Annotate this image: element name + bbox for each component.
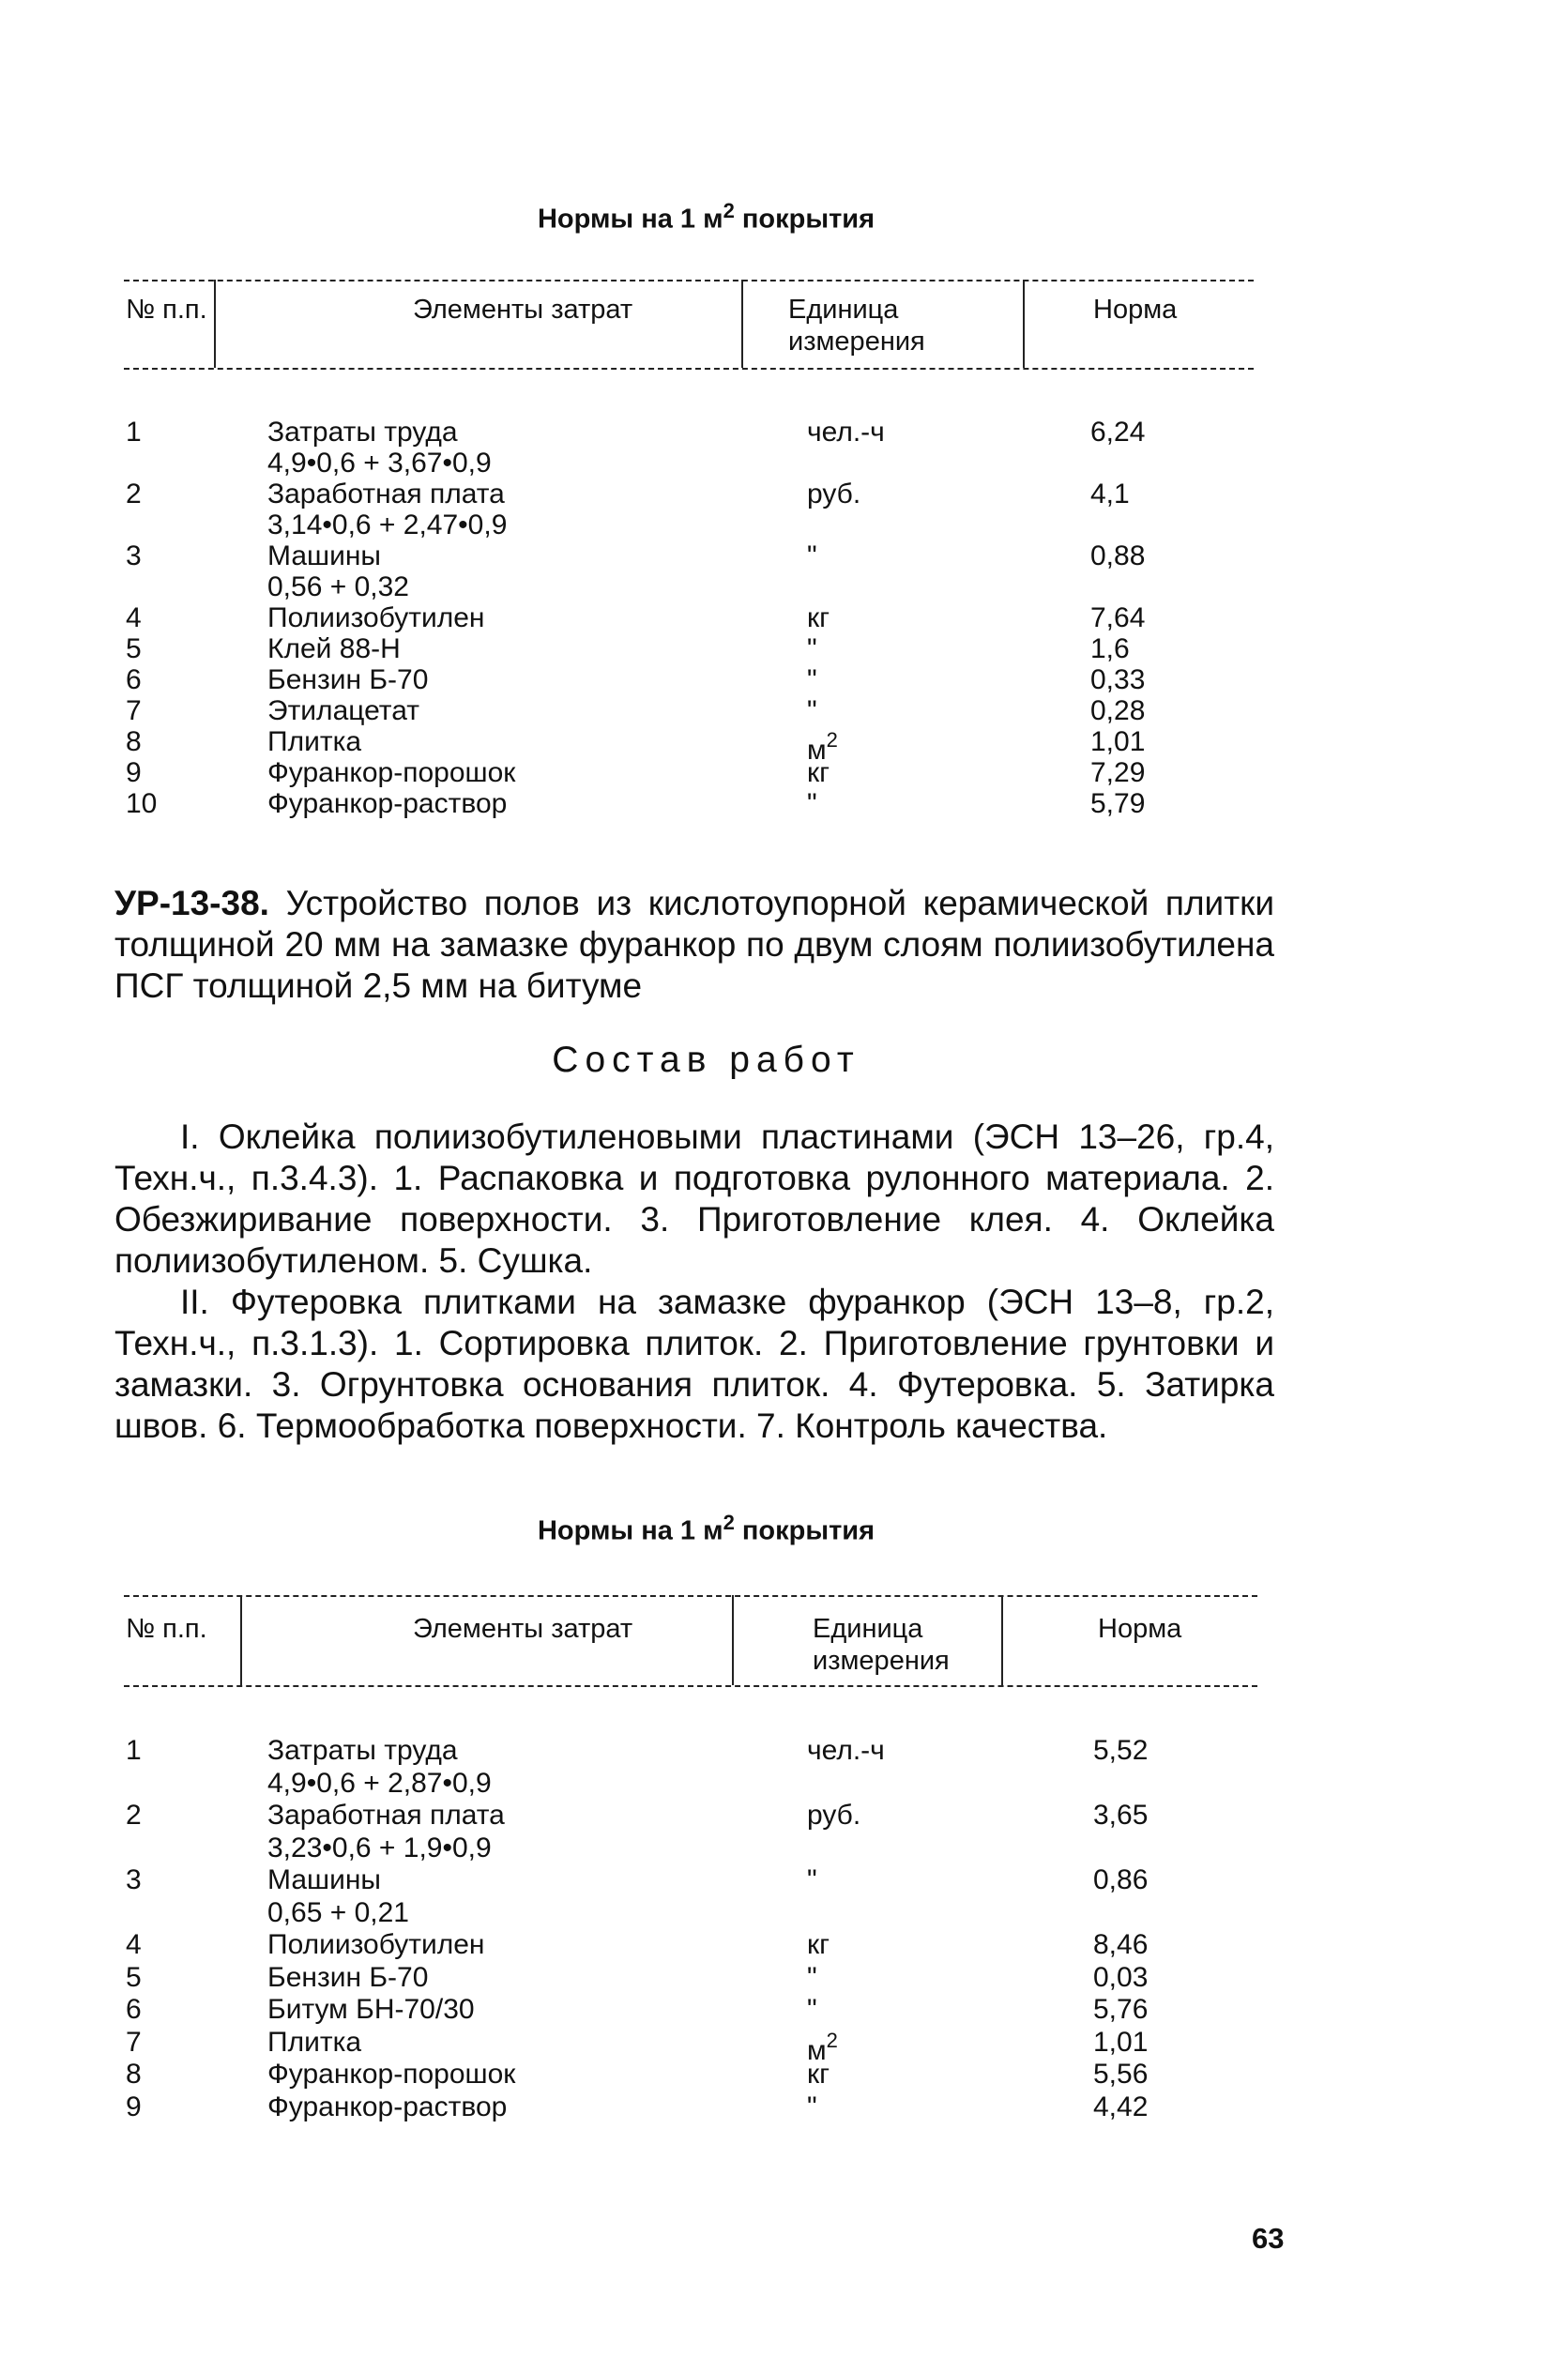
row-value: 3,65 xyxy=(1093,1800,1149,1831)
table1-title-prefix: Нормы на 1 м xyxy=(537,204,723,235)
row-number: 9 xyxy=(126,757,142,788)
section-part1: I. Оклейка полиизобутиленовыми пластинами (ЭСН 13–26, гр.4, Техн.ч., п.3.4.3). 1. Распаковка и подготовка рулонного материала. 2. Обезжиривание поверхности. 3. Приготовление клея. 4. Оклейка полиизобутиленом. 5. Сушка. xyxy=(114,1118,1274,1280)
table1-header-norm: Норма xyxy=(1093,295,1178,325)
row-number: 3 xyxy=(126,1864,142,1895)
row-value: 7,64 xyxy=(1090,602,1146,633)
table1-header-unit-2: измерения xyxy=(788,327,925,357)
table2-header-elements: Элементы затрат xyxy=(413,1614,633,1644)
row-value: 0,88 xyxy=(1090,540,1146,571)
table2-col-divider-2 xyxy=(732,1595,734,1685)
table2-col-divider-1 xyxy=(240,1595,242,1685)
section-code: УР-13-38. xyxy=(114,884,269,922)
row-formula: 3,14•0,6 + 2,47•0,9 xyxy=(267,509,508,540)
row-value: 5,79 xyxy=(1090,788,1146,819)
row-unit-text: " xyxy=(807,1994,817,2025)
row-unit xyxy=(807,479,860,509)
row-unit-text: " xyxy=(807,664,817,695)
row-unit-text: чел.-ч xyxy=(807,417,885,448)
row-number: 3 xyxy=(126,540,142,571)
row-unit xyxy=(807,540,817,571)
row-unit-text: кг xyxy=(807,2059,830,2090)
row-number: 7 xyxy=(126,695,142,726)
row-unit xyxy=(807,602,830,633)
row-formula: 4,9•0,6 + 3,67•0,9 xyxy=(267,448,492,479)
row-name: Фуранкор-раствор xyxy=(267,2091,508,2122)
row-unit xyxy=(807,2091,817,2122)
row-name: Фуранкор-раствор xyxy=(267,788,508,819)
row-number: 4 xyxy=(126,1929,142,1960)
row-value: 4,1 xyxy=(1090,479,1130,509)
row-name: Полиизобутилен xyxy=(267,1929,485,1960)
row-unit xyxy=(807,1962,817,1993)
table1-top-rule xyxy=(124,280,1254,281)
row-unit-text: кг xyxy=(807,757,830,788)
table1-header-rule xyxy=(124,368,1254,370)
row-name: Полиизобутилен xyxy=(267,602,485,633)
row-unit-text: " xyxy=(807,788,817,819)
row-number: 4 xyxy=(126,602,142,633)
row-number: 10 xyxy=(126,788,158,819)
table2-top-rule xyxy=(124,1595,1257,1597)
row-unit-text: кг xyxy=(807,602,830,633)
row-unit xyxy=(807,1994,817,2025)
row-unit xyxy=(807,1864,817,1895)
section-heading: Состав работ xyxy=(552,1040,860,1080)
row-name: Фуранкор-порошок xyxy=(267,2059,516,2090)
row-formula: 0,56 + 0,32 xyxy=(267,571,409,602)
row-value: 1,6 xyxy=(1090,633,1130,664)
row-unit-text: руб. xyxy=(807,1800,861,1831)
table1-header-elements: Элементы затрат xyxy=(413,295,633,325)
row-unit xyxy=(807,1929,830,1960)
row-unit xyxy=(807,1800,860,1831)
row-unit-sup: 2 xyxy=(826,2028,838,2052)
row-value: 0,03 xyxy=(1093,1961,1149,1993)
table1-header-unit-1: Единица xyxy=(788,295,899,325)
table2-header-num: № п.п. xyxy=(126,1614,207,1644)
row-unit-text: " xyxy=(807,1864,817,1895)
row-number: 5 xyxy=(126,1961,142,1993)
section-description: Устройство полов из кислотоупорной керамической плитки толщиной 20 мм на замазке фуранкор по двум слоям полиизобутилена ПСГ толщиной 2,5 мм на битуме xyxy=(114,884,1274,1005)
row-value: 1,01 xyxy=(1093,2026,1149,2058)
row-name: Заработная плата xyxy=(267,1800,505,1831)
row-number: 6 xyxy=(126,1994,142,2025)
row-formula: 4,9•0,6 + 2,87•0,9 xyxy=(267,1767,492,1799)
row-number: 6 xyxy=(126,664,142,695)
row-number: 5 xyxy=(126,633,142,664)
row-name: Бензин Б-70 xyxy=(267,1961,429,1993)
row-name: Плитка xyxy=(267,726,362,757)
row-unit xyxy=(807,633,817,664)
table1-col-divider-3 xyxy=(1023,280,1025,368)
row-name: Бензин Б-70 xyxy=(267,664,429,695)
row-formula: 0,65 + 0,21 xyxy=(267,1896,409,1928)
row-unit xyxy=(807,2059,830,2090)
row-unit xyxy=(807,788,817,819)
row-value: 0,33 xyxy=(1090,664,1146,695)
section-intro xyxy=(114,883,1274,1007)
row-unit-text: м xyxy=(807,2034,827,2066)
table2-header-unit-1: Единица xyxy=(813,1614,923,1644)
table1-col-divider-1 xyxy=(214,280,216,368)
row-value: 5,56 xyxy=(1093,2059,1149,2090)
row-unit-text: " xyxy=(807,2091,817,2122)
row-unit-text: кг xyxy=(807,1929,830,1960)
row-value: 5,76 xyxy=(1093,1994,1149,2025)
row-unit xyxy=(807,664,817,695)
row-unit xyxy=(807,757,830,788)
table1-title-suffix: покрытия xyxy=(734,204,875,235)
table2-title xyxy=(0,1511,1412,1547)
row-unit-text: " xyxy=(807,1961,817,1993)
table2-title-sup: 2 xyxy=(723,1511,735,1534)
row-number: 1 xyxy=(126,1735,142,1766)
row-name: Затраты труда xyxy=(267,1735,458,1766)
row-value: 1,01 xyxy=(1090,726,1146,757)
table2-col-divider-3 xyxy=(1001,1595,1003,1685)
row-value: 6,24 xyxy=(1090,417,1146,448)
table1-header-num: № п.п. xyxy=(126,295,207,325)
row-name: Битум БН-70/30 xyxy=(267,1994,475,2025)
row-unit-text: м xyxy=(807,735,827,766)
row-unit-text: " xyxy=(807,695,817,726)
page-number: 63 xyxy=(1252,2222,1285,2255)
table2-header-norm: Норма xyxy=(1098,1614,1182,1644)
row-name: Этилацетат xyxy=(267,695,419,726)
row-unit-sup: 2 xyxy=(826,728,838,752)
row-name: Фуранкор-порошок xyxy=(267,757,516,788)
row-value: 4,42 xyxy=(1093,2091,1149,2122)
row-number: 8 xyxy=(126,726,142,757)
table2-title-suffix: покрытия xyxy=(734,1515,875,1546)
table2-header-rule xyxy=(124,1685,1257,1687)
row-name: Клей 88-Н xyxy=(267,633,401,664)
row-name: Затраты труда xyxy=(267,417,458,448)
row-unit-text: " xyxy=(807,540,817,571)
row-formula: 3,23•0,6 + 1,9•0,9 xyxy=(267,1832,492,1863)
row-value: 7,29 xyxy=(1090,757,1146,788)
table1-col-divider-2 xyxy=(741,280,743,368)
row-number: 1 xyxy=(126,417,142,448)
row-number: 2 xyxy=(126,479,142,509)
row-name: Заработная плата xyxy=(267,479,505,509)
row-number: 9 xyxy=(126,2091,142,2122)
section-part2: II. Футеровка плитками на замазке фуранкор (ЭСН 13–8, гр.2, Техн.ч., п.3.1.3). 1. Сортировка плиток. 2. Приготовление грунтовки и замазки. 3. Огрунтовка основания плиток. 4. Футеровка. 5. Затирка швов. 6. Термообработка поверхности. 7. Контроль качества. xyxy=(114,1283,1274,1445)
row-name: Машины xyxy=(267,1864,381,1895)
table1-title-sup: 2 xyxy=(723,199,735,222)
row-value: 0,28 xyxy=(1090,695,1146,726)
row-unit-text: чел.-ч xyxy=(807,1735,885,1766)
row-number: 8 xyxy=(126,2059,142,2090)
table2-title-prefix: Нормы на 1 м xyxy=(537,1515,723,1546)
row-value: 0,86 xyxy=(1093,1864,1149,1895)
row-unit-text: " xyxy=(807,633,817,664)
row-name: Машины xyxy=(267,540,381,571)
table2-header-unit-2: измерения xyxy=(813,1646,950,1676)
row-unit xyxy=(807,1735,885,1766)
table1-title xyxy=(0,199,1412,236)
row-unit xyxy=(807,417,885,448)
row-value: 8,46 xyxy=(1093,1929,1149,1960)
row-unit-text: руб. xyxy=(807,479,861,509)
row-number: 2 xyxy=(126,1800,142,1831)
row-name: Плитка xyxy=(267,2026,362,2058)
row-unit xyxy=(807,695,817,726)
row-value: 5,52 xyxy=(1093,1735,1149,1766)
row-number: 7 xyxy=(126,2026,142,2058)
